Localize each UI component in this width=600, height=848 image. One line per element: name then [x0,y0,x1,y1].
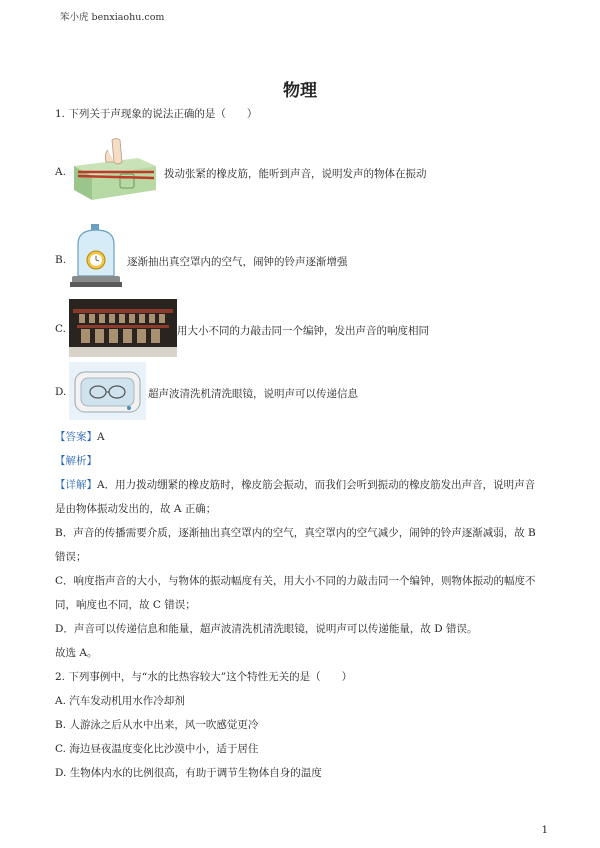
question-2-stem: 2. 下列事例中，与“水的比热容较大”这个特性无关的是（ ） [55,671,353,683]
q1-option-d-letter: D. [55,386,67,398]
detail-tag: 【详解】 [55,479,97,491]
question-1-stem: 1. 下列关于声现象的说法正确的是（ ） [55,108,258,120]
ultrasonic-cleaner-image [69,362,146,420]
answer-tag: 【答案】 [55,431,97,443]
rubber-band-box-image [68,136,160,204]
chime-bells-image [69,299,177,357]
q1-option-b-text: 逐渐抽出真空罩内的空气，闹钟的铃声逐渐增强 [127,256,348,268]
detail-line-6: 同，响度也不同，故 C 错误； [55,599,196,611]
q1-option-c-text: 用大小不同的力敲击同一个编钟，发出声音的响度相同 [177,325,429,337]
q1-option-b-letter: B. [55,254,67,266]
detail-line-8: 故选 A。 [55,647,98,659]
header-watermark: 笨小虎 benxiaohu.com [60,12,165,23]
detail-line-3: B．声音的传播需要介质，逐渐抽出真空罩内的空气，真空罩内的空气减少，闹钟的铃声逐渐减弱，故 B [55,527,536,539]
page-number: 1 [541,825,548,836]
q1-option-a-text: 拨动张紧的橡皮筋，能听到声音，说明发声的物体在振动 [164,168,427,180]
page-title: 物理 [283,81,317,101]
bell-jar-clock-image [70,222,122,288]
q2-option-a: A. 汽车发动机用水作冷却剂 [55,695,185,707]
detail-line-1 [55,478,535,492]
detail-line-2: 是由物体振动发出的，故 A 正确； [55,503,217,515]
detail-line-7: D．声音可以传递信息和能量，超声波清洗机清洗眼镜，说明声可以传递能量，故 D 错误。 [55,623,478,635]
analysis-tag: 【解析】 [55,455,97,467]
q2-option-c: C. 海边昼夜温度变化比沙漠中小，适于居住 [55,743,259,755]
q1-option-a-letter: A. [55,166,66,178]
q2-option-b: B. 人游泳之后从水中出来，风一吹感觉更冷 [55,719,259,731]
answer-line [55,430,105,444]
q2-option-d: D. 生物体内水的比例很高，有助于调节生物体自身的温度 [55,767,322,779]
answer-value: A [97,431,105,443]
q1-option-c-letter: C. [55,323,66,335]
q1-option-d-text: 超声波清洗机清洗眼镜，说明声可以传递信息 [148,388,358,400]
detail-line-5: C．响度指声音的大小，与物体的振动幅度有关，用大小不同的力敲击同一个编钟，则物体振动的幅度不 [55,575,536,587]
detail-line-4: 错误； [55,551,87,563]
detail-line-1-text: A．用力拨动绷紧的橡皮筋时，橡皮筋会振动，而我们会听到振动的橡皮筋发出声音，说明声音 [97,479,536,491]
